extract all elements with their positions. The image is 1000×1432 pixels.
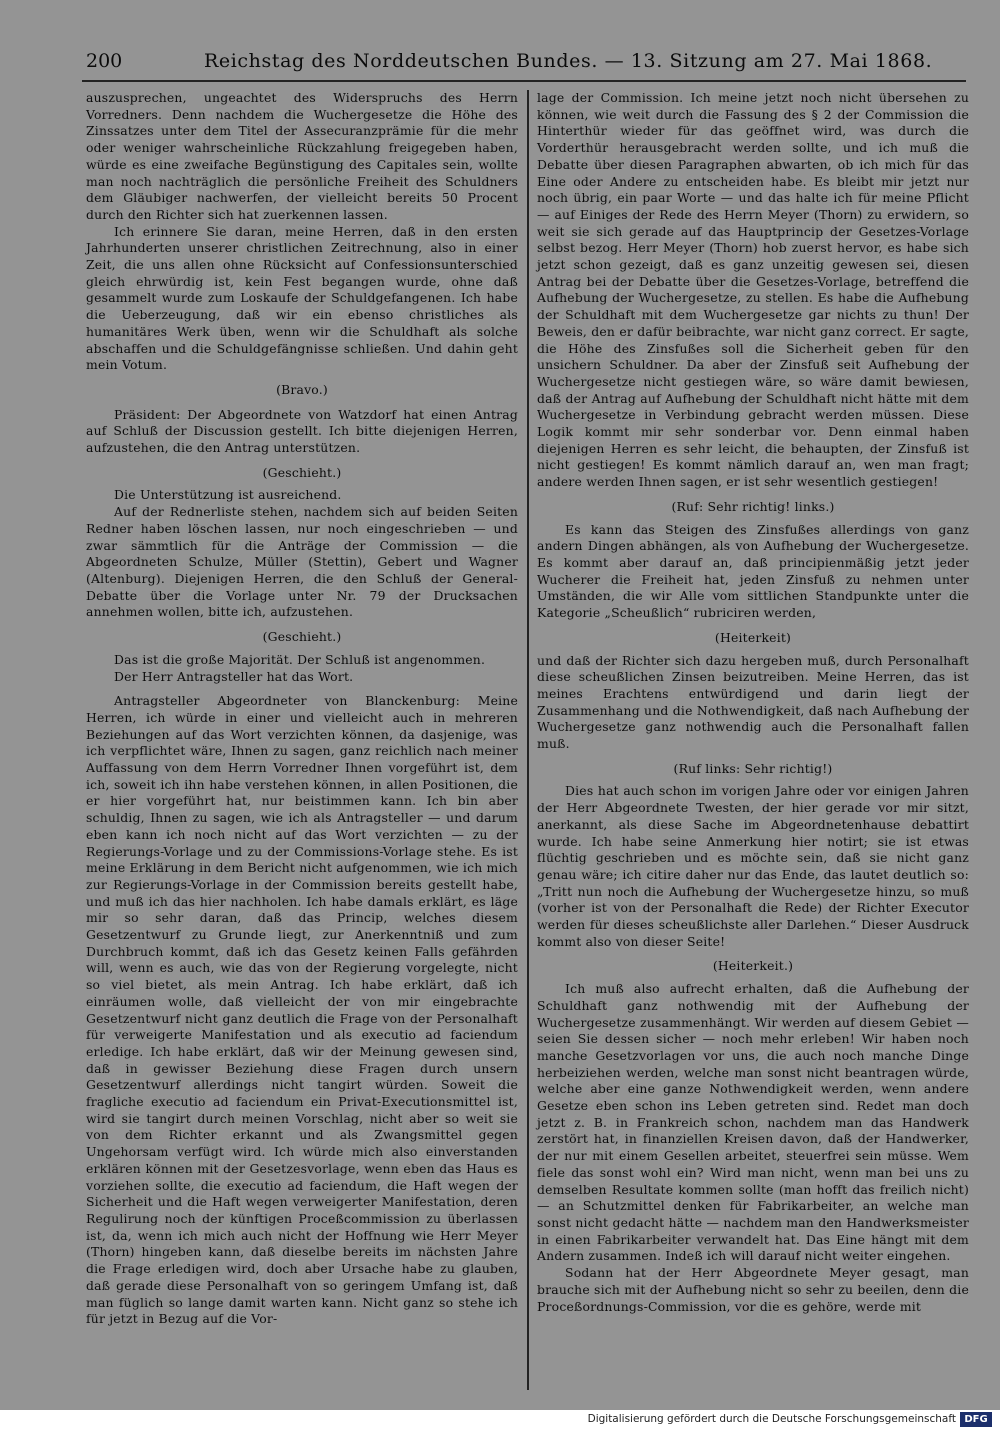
column-divider xyxy=(527,90,529,1390)
interjection: (Ruf links: Sehr richtig!) xyxy=(673,760,833,776)
paragraph: auszusprechen, ungeachtet des Widerspruchs des Herrn Vorredners. Denn nachdem die Wuchergesetze die Höhe des Zinssatzes unter dem Titel der Assecuranzprämie für die mehr oder weniger wahrscheinliche Rückzahlung freigegeben haben, würde es eine zweifache Begünstigung des Capitales sein, wollte man noch nachträglich die persönliche Freiheit des Schuldners dem Gläubiger nachwerfen, der vielleicht bereits 50 Procent durch den Richter sich hat zuerkennen lassen. xyxy=(86,90,518,222)
footer-bar xyxy=(0,1410,1000,1432)
paragraph: Antragsteller Abgeordneter von Blanckenburg: Meine Herren, ich würde in einer und vielleicht auch in mehreren Beziehungen auf das Wort verzichten können, da dasjenige, was ich verpflichtet wäre, Ihnen zu sagen, ganz reichlich nach meiner Auffassung von dem Herrn Vorredner Ihnen vorgeführt ist, dem ich, soweit ich ihn habe verstehen können, in allen Positionen, die er hier vorgeführt hat, nur beistimmen kann. Ich bin aber schuldig, Ihnen zu sagen, wie ich als Antragsteller — und darum eben kann ich noch nicht auf das Wort verzichten — zu der Regierungs-Vorlage und zu der Commissions-Vorlage stehe. Es ist meine Erklärung in dem Bericht nicht aufgenommen, wie ich mich zur Regierungs-Vorlage in der Commission bereits gestellt habe, und muß ich das hier nachholen. Ich habe damals erklärt, es läge mir so sehr daran, daß das Princip, welches diesem Gesetzentwurf zu Grunde liegt, zur Anerkenntniß und zum Durchbruch kommt, daß ich das Gesetz keinen Falls gefährden will, wenn es auch, wie das von der Regierung vorgelegte, nicht so viel bietet, als mein Antrag. Ich habe erklärt, daß ich einräumen wolle, daß vielleicht der von mir eingebrachte Gesetzentwurf nicht ganz deutlich die Frage von der Personalhaft für verweigerte Manifestation und als executio ad faciendum erledige. Ich habe erklärt, daß wir der Meinung gewesen sind, daß in gewisser Beziehung diese Fragen durch unsern Gesetzentwurf allerdings nicht tangirt würden. Soweit die fragliche executio ad faciendum ein Privat-Executionsmittel ist, wird sie tangirt durch meinen Vorschlag, nicht aber so weit sie von dem Richter erkannt und als Zwangsmittel gegen Ungehorsam verfügt wird. Ich würde mich also einverstanden erklären können mit der Gesetzesvorlage, wenn eben das Haus es vorziehen sollte, die executio ad faciendum, die Haft wegen der Sicherheit und die Haft wegen verweigerter Manifestation, deren Regulirung noch der künftigen Proceßcommission zu überlassen ist, da, wenn ich mich auch nicht der Hoffnung wie Herr Meyer (Thorn) hingeben kann, daß dieselbe bereits im nächsten Jahre die Frage erledigen wird, doch aber Ursache habe zu glauben, daß gerade diese Personalhaft von so geringem Umfang ist, daß man füglich so lange damit warten kann. Nicht ganz so stehe ich für jetzt in Bezug auf die Vor- xyxy=(86,693,518,1327)
funding-credit: Digitalisierung gefördert durch die Deutsche Forschungsgemeinschaft xyxy=(587,1413,956,1425)
paragraph: lage der Commission. Ich meine jetzt noch nicht übersehen zu können, wie weit durch die Fassung des § 2 der Commission die Hinterthür wieder für das geöffnet wird, was durch die Vorderthür herausgebracht werden sollte, und ich muß die Debatte über diesen Paragraphen abwarten, ob ich mich für das Eine oder Andere zu entscheiden habe. Es bleibt mir jetzt nur noch übrig, ein paar Worte — und das halte ich für meine Pflicht — auf Einiges der Rede des Herrn Meyer (Thorn) zu erwidern, so weit sie sich gerade auf das Hauptprincip der Gesetzes-Vorlage selbst bezog. Herr Meyer (Thorn) hob zuerst hervor, es habe sich jetzt schon gezeigt, daß es ganz unzeitig gewesen sei, diesen Antrag bei der Debatte über die Gesetzes-Vorlage, betreffend die Aufhebung der Wuchergesetze, zu stellen. Es habe die Aufhebung der Schuldhaft mit dem Wuchergesetze gar nichts zu thun! Der Beweis, den er dafür beibrachte, war nicht ganz correct. Er sagte, die Höhe des Zinsfußes soll die Sicherheit geben für den unsichern Schuldner. Da aber der Zinsfuß seit Aufhebung der Wuchergesetze nicht gestiegen wäre, so wäre damit bewiesen, daß der Antrag auf Aufhebung der Schuldhaft nicht hätte mit dem Wuchergesetze in Verbindung gebracht werden müssen. Diese Logik kommt mir sehr sonderbar vor. Denn einmal haben diejenigen Herren es sehr leicht, die behaupten, der Zinsfuß ist nicht gestiegen! Es kommt nämlich darauf an, wen man fragt; andere werden Ihnen sagen, er ist sehr wesentlich gestiegen! xyxy=(537,90,969,490)
paragraph: Der Herr Antragsteller hat das Wort. xyxy=(114,668,354,684)
paragraph: Sodann hat der Herr Abgeordnete Meyer gesagt, man brauche sich mit der Aufhebung nicht so sehr zu beeilen, denn die Proceßordnungs-Commission, vor die es gehöre, werde mit xyxy=(537,1265,969,1314)
running-title: Reichstag des Norddeutschen Bundes. — 13. Sitzung am 27. Mai 1868. xyxy=(204,50,933,72)
left-column xyxy=(86,90,518,1328)
page-header xyxy=(84,46,984,76)
paragraph: Die Unterstützung ist ausreichend. xyxy=(114,487,342,503)
paragraph: und daß der Richter sich dazu hergeben muß, durch Personalhaft diese scheußlichen Zinsen beizutreiben. Meine Herren, das ist meines Erachtens entwürdigend und darin liegt der Zusammenhang und die Nothwendigkeit, daß nach Aufhebung der Wuchergesetze ganz nothwendig auch die Personalhaft fallen muß. xyxy=(537,652,969,752)
interjection: (Heiterkeit) xyxy=(714,629,792,645)
interjection: (Bravo.) xyxy=(276,381,328,397)
right-column xyxy=(537,90,969,1315)
paragraph: Auf der Rednerliste stehen, nachdem sich auf beiden Seiten Redner haben löschen lassen, nur noch eingeschrieben — und zwar sämmtlich für die Anträge der Commission — die Abgeordneten Schulze, Müller (Stettin), Gebert und Wagner (Altenburg). Diejenigen Herren, die den Schluß der General-Debatte über die Vorlage unter Nr. 79 der Drucksachen annehmen wollen, bitte ich, aufzustehen. xyxy=(86,504,518,620)
paragraph: Ich erinnere Sie daran, meine Herren, daß in den ersten Jahrhunderten unserer christlichen Zeitrechnung, also in einer Zeit, die uns allen ohne Rücksicht auf Confessionsunterschied gleich ehrwürdig ist, kein Fest begangen wurde, ohne daß gesammelt wurde zum Loskaufe der Schuldgefangenen. Ich habe die Ueberzeugung, daß wir ein ebenso christliches als humanitäres Werk üben, wenn wir die Schuldhaft als solche abschaffen und die Schuldgefängnisse schließen. Und dahin geht mein Votum. xyxy=(86,223,518,373)
paragraph: Dies hat auch schon im vorigen Jahre oder vor einigen Jahren der Herr Abgeordnete Twesten, der hier gerade vor mir sitzt, anerkannt, als diese Sache im Abgeordnetenhause debattirt wurde. Ich habe seine Anmerkung hier notirt; sie ist etwas flüchtig geschrieben und es möchte sein, daß sie nicht ganz genau wäre; ich citire daher nur das Ende, das lautet deutlich so: „Tritt nun noch die Aufhebung der Wuchergesetze hinzu, so muß (vorher ist von der Personalhaft die Rede) der Richter Executor werden für dieses scheußlichste aller Darlehen.“ Dieser Ausdruck kommt also von dieser Seite! xyxy=(537,783,969,949)
interjection: (Geschieht.) xyxy=(262,629,342,645)
interjection: (Ruf: Sehr richtig! links.) xyxy=(671,498,835,514)
page-number: 200 xyxy=(86,50,123,72)
header-rule xyxy=(82,80,966,82)
paragraph: Es kann das Steigen des Zinsfußes allerdings von ganz andern Dingen abhängen, als von Aufhebung der Wuchergesetze. Es kommt aber darauf an, daß principienmäßig jetzt jeder Wucherer die Freiheit hat, jeden Zinsfuß zu nehmen unter Umständen, die wir Alle vom sittlichen Standpunkte unter die Kategorie „Scheußlich“ rubriciren werden, xyxy=(537,521,969,621)
dfg-logo-icon: DFG xyxy=(960,1412,992,1427)
paragraph: Ich muß also aufrecht erhalten, daß die Aufhebung der Schuldhaft ganz nothwendig mit der Aufhebung der Wuchergesetze zusammenhängt. Wir werden auf diesem Gebiet — seien Sie dessen sicher — noch mehr erleben! Wir haben noch manche Gesetzvorlagen vor uns, die auch noch manche Dinge herbeiziehen werden, welche man sonst nicht beantragen würde, welche aber eine ganze Nothwendigkeit werden, wenn andere Gesetze eben schon ins Leben getreten sind. Redet man doch jetzt z. B. in Frankreich schon, nachdem man das Handwerk zerstört hat, in finanziellen Kreisen davon, daß der Handwerker, der nur mit einem Gesellen arbeitet, steuerfrei sein müsse. Wem fiele das sonst wohl ein? Wird man nicht, wenn man bei uns zu demselben Resultate kommen sollte (man hofft das freilich nicht) — an Schutzmittel denken für Fabrikarbeiter, an welche man sonst nicht gedacht hätte — nachdem man den Handwerksmeister in einen Fabrikarbeiter verwandelt hat. Das Eine hängt mit dem Andern zusammen. Indeß ich will darauf nicht weiter eingehen. xyxy=(537,981,969,1264)
paragraph: Präsident: Der Abgeordnete von Watzdorf hat einen Antrag auf Schluß der Discussion gestellt. Ich bitte diejenigen Herren, aufzustehen, die den Antrag unterstützen. xyxy=(86,406,518,456)
interjection: (Heiterkeit.) xyxy=(712,958,794,974)
interjection: (Geschieht.) xyxy=(262,464,342,480)
paragraph: Das ist die große Majorität. Der Schluß ist angenommen. xyxy=(114,651,486,667)
